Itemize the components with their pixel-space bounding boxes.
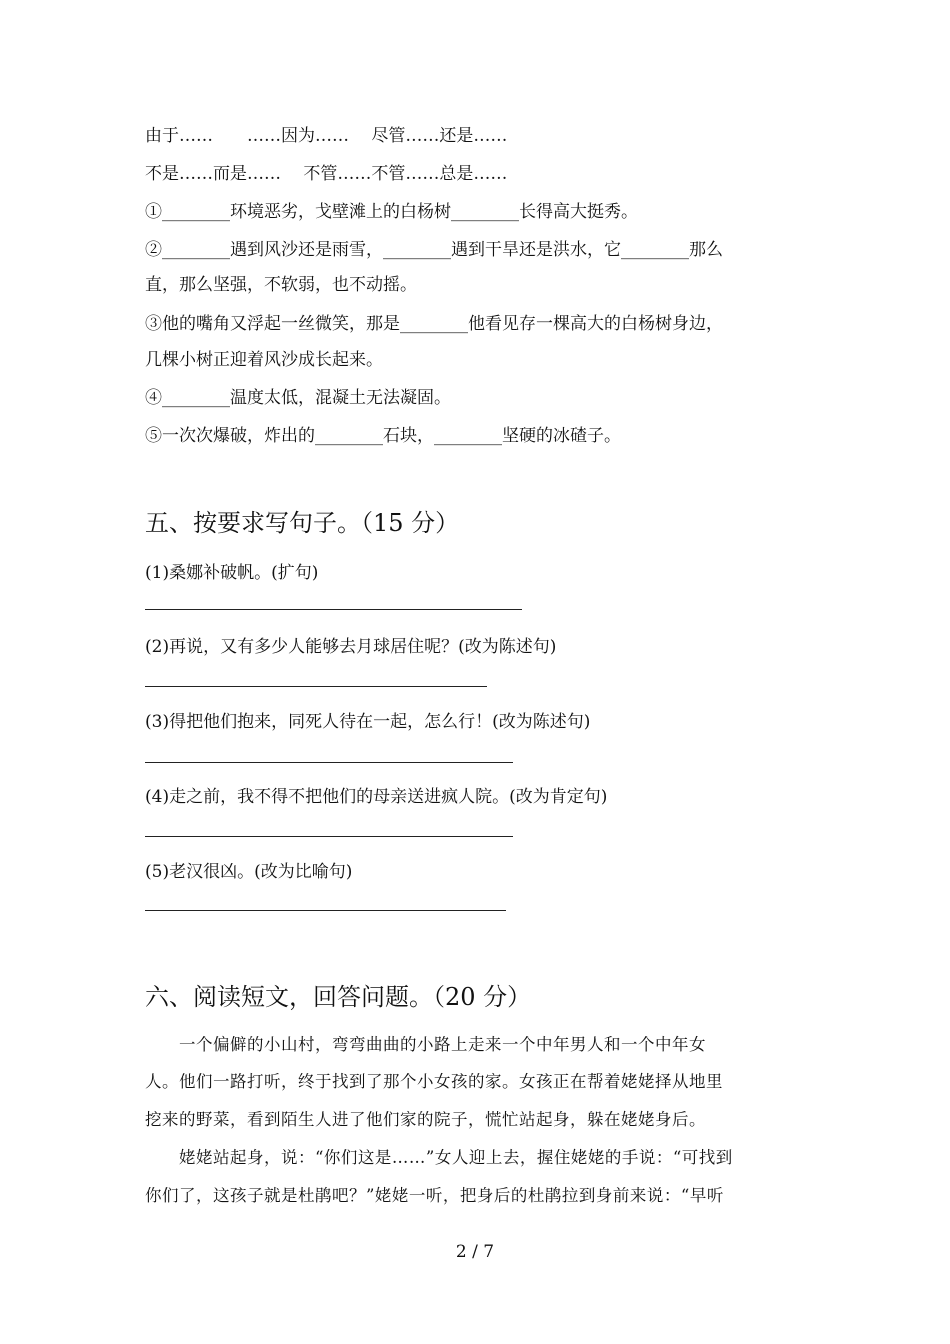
question-1: (1)桑娜补破帆。(扩句) — [145, 563, 319, 583]
answer-line-3[interactable] — [145, 762, 513, 763]
fill-in-item-2-cont: 直，那么坚强，不软弱，也不动摇。 — [145, 275, 417, 295]
fill-in-item-5: ⑤一次次爆破，炸出的________石块，________坚硬的冰碴子。 — [145, 426, 621, 446]
question-5: (5)老汉很凶。(改为比喻句) — [145, 862, 353, 882]
fill-in-item-2: ②________遇到风沙还是雨雪，________遇到干旱还是洪水，它________那么 — [145, 240, 723, 260]
page-number: 2 / 7 — [455, 1242, 495, 1262]
fill-in-item-1: ①________环境恶劣，戈壁滩上的白杨树________长得高大挺秀。 — [145, 202, 638, 222]
fill-in-item-4: ④________温度太低，混凝土无法凝固。 — [145, 388, 451, 408]
conjunction-options-row-2: 不是……而是…… 不管……不管……总是…… — [145, 164, 508, 184]
answer-line-2[interactable] — [145, 686, 487, 687]
question-2: (2)再说，又有多少人能够去月球居住呢？(改为陈述句) — [145, 637, 557, 657]
answer-line-5[interactable] — [145, 910, 506, 911]
answer-line-1[interactable] — [145, 609, 522, 610]
reading-line-4: 姥姥站起身，说：“你们这是……”女人迎上去，握住姥姥的手说：“可找到 — [145, 1148, 733, 1167]
section-5-title: 五、按要求写句子。（15 分） — [145, 509, 460, 537]
section-6-title: 六、阅读短文，回答问题。（20 分） — [145, 983, 532, 1011]
answer-line-4[interactable] — [145, 836, 513, 837]
fill-in-item-3-cont: 几棵小树正迎着风沙成长起来。 — [145, 350, 383, 370]
reading-line-3: 挖来的野菜，看到陌生人进了他们家的院子，慌忙站起身，躲在姥姥身后。 — [145, 1110, 706, 1129]
reading-line-5: 你们了，这孩子就是杜鹃吧？”姥姥一听，把身后的杜鹃拉到身前来说：“早听 — [145, 1186, 724, 1205]
fill-in-item-3: ③他的嘴角又浮起一丝微笑，那是________他看见存一棵高大的白杨树身边， — [145, 314, 723, 334]
conjunction-options-row-1: 由于…… ……因为…… 尽管……还是…… — [145, 126, 508, 146]
reading-line-2: 人。他们一路打听，终于找到了那个小女孩的家。女孩正在帮着姥姥择从地里 — [145, 1072, 723, 1091]
reading-line-1: 一个偏僻的小山村，弯弯曲曲的小路上走来一个中年男人和一个中年女 — [145, 1035, 706, 1054]
question-3: (3)得把他们抱来，同死人待在一起，怎么行！(改为陈述句) — [145, 712, 591, 732]
question-4: (4)走之前，我不得不把他们的母亲送进疯人院。(改为肯定句) — [145, 787, 608, 807]
